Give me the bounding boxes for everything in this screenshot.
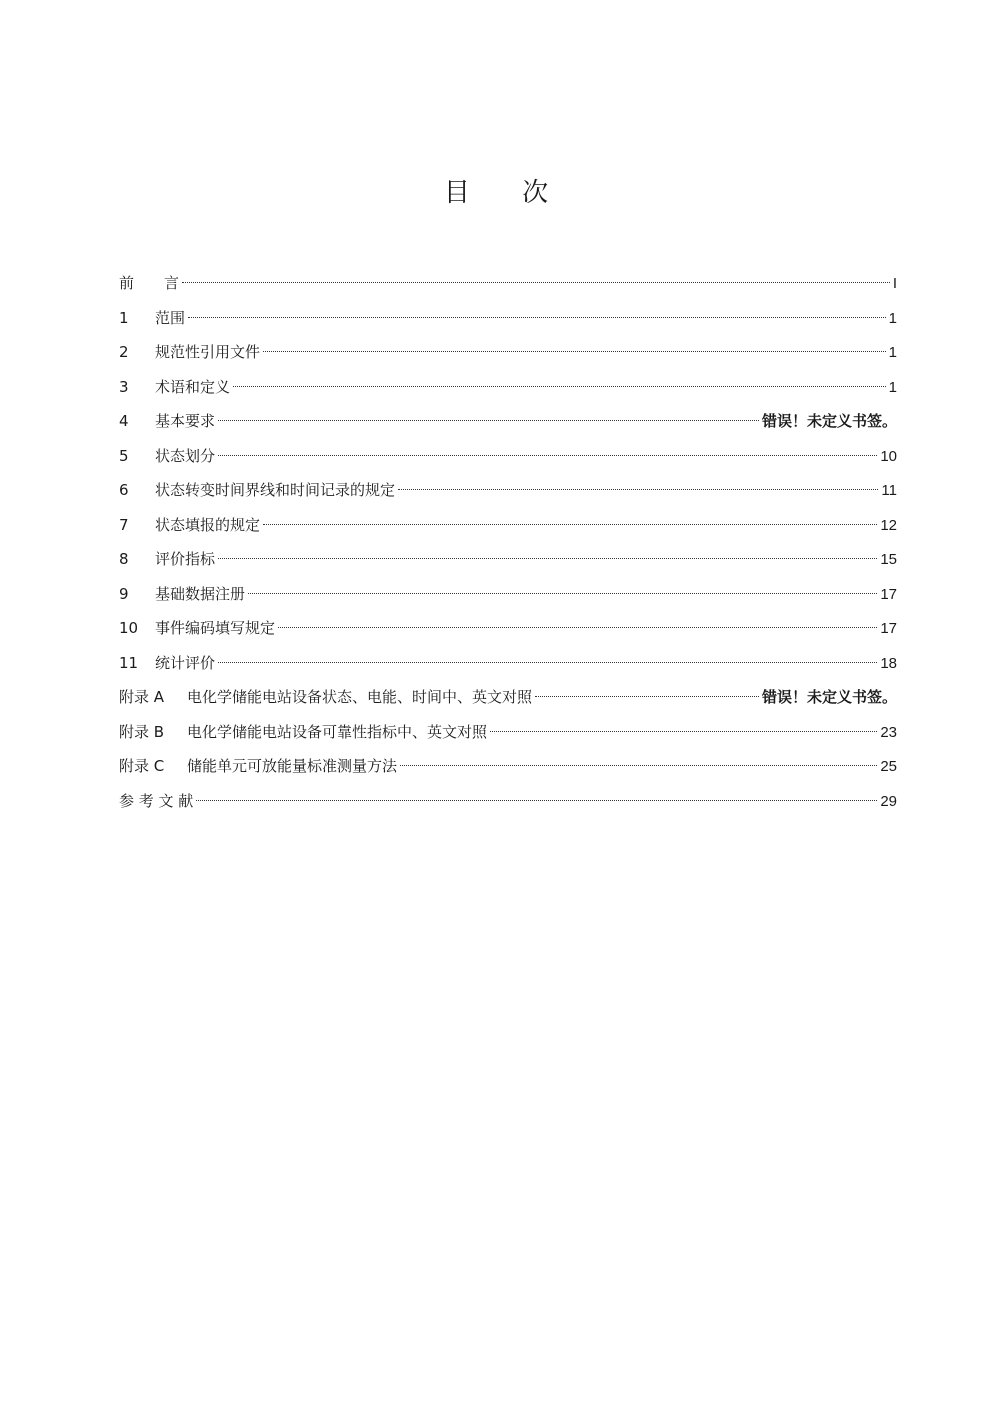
toc-entry-page: 29: [880, 792, 897, 810]
toc-entry-title: 电化学储能电站设备状态、电能、时间中、英文对照: [187, 688, 533, 706]
toc-entry-number: 9: [119, 584, 129, 603]
toc-entry-3[interactable]: [119, 372, 897, 407]
toc-entry-title: 参 考 文 献: [119, 791, 194, 810]
toc-entry-number: 3: [119, 377, 129, 396]
toc-dot-leader: [535, 696, 759, 697]
toc-entry-page-error: 错误！未定义书签。: [761, 413, 897, 430]
toc-entry-title: 事件编码填写规定: [155, 619, 276, 637]
toc-entry-6[interactable]: [119, 475, 897, 510]
toc-dot-leader: [400, 765, 877, 766]
toc-entry-number: 1: [119, 308, 129, 327]
toc-entry-number: 4: [119, 412, 129, 430]
toc-entry-title: 术语和定义: [155, 377, 231, 396]
toc-entry-10[interactable]: [119, 613, 897, 648]
toc-entry-8[interactable]: [119, 544, 897, 579]
toc-dot-leader: [182, 282, 890, 283]
toc-entry-title: 储能单元可放能量标准测量方法: [187, 757, 398, 775]
toc-entry-number: 10: [119, 619, 139, 637]
toc-entry-page: 1: [888, 344, 897, 361]
table-of-contents: [119, 268, 897, 820]
toc-entry-page: 12: [880, 516, 897, 534]
toc-entry-title: 范围: [155, 308, 186, 327]
toc-entry-appendix-a[interactable]: [119, 682, 897, 717]
toc-dot-leader: [398, 489, 878, 490]
page-title: 目 次: [443, 178, 571, 208]
toc-entry-number: 附录 C: [119, 757, 165, 775]
toc-dot-leader: [490, 731, 877, 732]
toc-entry-title: 状态填报的规定: [155, 515, 261, 534]
toc-entry-11[interactable]: [119, 648, 897, 683]
toc-entry-page: 25: [880, 758, 897, 775]
toc-dot-leader: [196, 800, 877, 801]
toc-entry-page: 1: [888, 309, 897, 327]
toc-dot-leader: [263, 351, 886, 352]
toc-entry-page: 10: [880, 447, 897, 465]
toc-entry-title: 统计评价: [155, 653, 216, 672]
toc-entry-foreword[interactable]: [119, 268, 897, 303]
toc-entry-page: 17: [880, 585, 897, 603]
toc-entry-1[interactable]: [119, 303, 897, 338]
toc-entry-page: 17: [880, 620, 897, 637]
toc-entry-appendix-b[interactable]: [119, 717, 897, 752]
toc-dot-leader: [278, 627, 877, 628]
toc-dot-leader: [248, 593, 877, 594]
toc-entry-page: 11: [881, 482, 897, 499]
toc-entry-title: 评价指标: [155, 550, 216, 568]
toc-entry-number: 附录 B: [119, 722, 165, 741]
toc-entry-page: 18: [880, 654, 897, 672]
toc-entry-title: 基础数据注册: [155, 584, 246, 603]
toc-entry-number: 5: [119, 446, 129, 465]
toc-entry-title: 状态划分: [155, 446, 216, 465]
toc-entry-title: 基本要求: [155, 412, 216, 430]
toc-entry-number: 2: [119, 343, 129, 361]
toc-entry-number: 7: [119, 515, 129, 534]
toc-entry-7[interactable]: [119, 510, 897, 545]
toc-entry-page-error: 错误！未定义书签。: [761, 689, 897, 706]
toc-dot-leader: [218, 455, 877, 456]
toc-entry-number: 附录 A: [119, 688, 165, 706]
toc-entry-title: 规范性引用文件: [155, 343, 261, 361]
toc-dot-leader: [233, 386, 886, 387]
toc-entry-4[interactable]: [119, 406, 897, 441]
toc-dot-leader: [263, 524, 877, 525]
toc-dot-leader: [188, 317, 886, 318]
toc-entry-page: 15: [880, 551, 897, 568]
toc-entry-2[interactable]: [119, 337, 897, 372]
toc-entry-appendix-c[interactable]: [119, 751, 897, 786]
toc-dot-leader: [218, 662, 877, 663]
toc-entry-number: 11: [119, 653, 139, 672]
toc-entry-9[interactable]: [119, 579, 897, 614]
toc-entry-page: 1: [888, 378, 897, 396]
toc-entry-5[interactable]: [119, 441, 897, 476]
toc-entry-number: 8: [119, 550, 129, 568]
toc-dot-leader: [218, 558, 877, 559]
toc-entry-page: I: [892, 275, 897, 292]
toc-entry-number: 6: [119, 481, 129, 499]
toc-entry-page: 23: [880, 723, 897, 741]
toc-entry-title: 前 言: [119, 274, 180, 292]
toc-dot-leader: [218, 420, 759, 421]
toc-entry-title: 状态转变时间界线和时间记录的规定: [155, 481, 396, 499]
toc-entry-references[interactable]: [119, 786, 897, 821]
toc-entry-title: 电化学储能电站设备可靠性指标中、英文对照: [187, 722, 488, 741]
